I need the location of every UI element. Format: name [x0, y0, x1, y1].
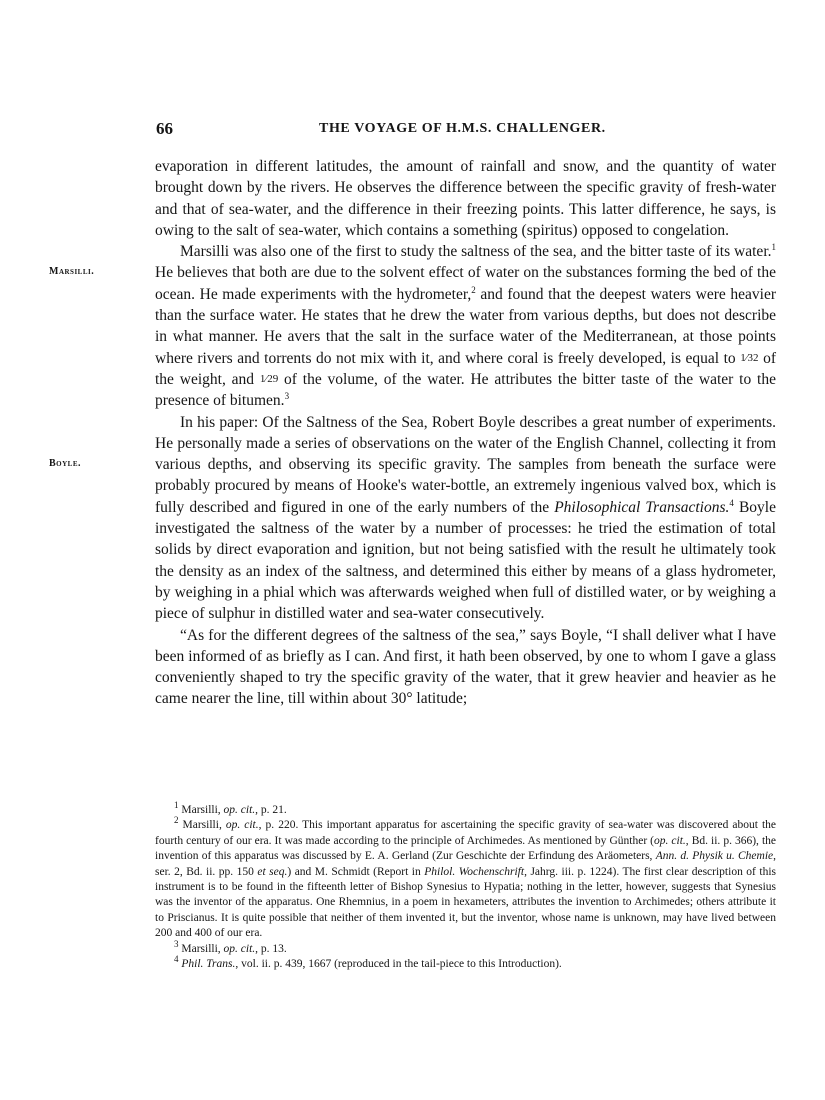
text-run: , p. 21. — [255, 804, 287, 816]
text-run: of the weight, and — [155, 349, 776, 388]
fraction: 1⁄32 — [740, 351, 759, 364]
footnote — [155, 800, 776, 818]
text-run: and found that the deepest waters were heavier than the surface water. He states that he drew the water from various depths, but does not describe in what manner. He avers that the salt in the surface water of the Mediterranean, at those points where rivers and torrents do not mix with it, and where coral is freely developed, is equal to — [155, 285, 776, 367]
footnote — [155, 938, 776, 957]
footnote-ref: 1 — [771, 242, 776, 253]
paragraph: “As for the different degrees of the saltness of the sea,” says Boyle, “I shall deliver what I have been informed of as briefly as I can. And first, it hath been observed, by one to whom I gave a glass conveniently shaped to try the specific gravity of the water, that it grew heavier and heavier as he came nearer the line, till within about 30° latitude; — [155, 626, 776, 708]
margin-note-marsilli: Marsilli. — [49, 266, 95, 277]
margin-note-boyle: Boyle. — [49, 458, 82, 469]
text-run: In his paper: Of the Saltness of the Sea, Robert Boyle describes a great number of experiments. He personally made a series of observations on the water of the English Channel, collecting it from various depths, and observing its specific gravity. The samples from beneath the surface were probably procured by means of Hooke's water-bottle, an extremely ingenious valved box, which is fully described and figured in one of the early numbers of the — [155, 413, 776, 516]
text-run: , ser. 2, Bd. ii. pp. 150 — [155, 850, 776, 878]
footnote — [155, 815, 777, 941]
footnote-mark: 2 — [174, 815, 179, 826]
page-header — [156, 119, 776, 143]
text-run: Philol. Wochenschrift — [424, 865, 525, 878]
text-run: op. cit. — [225, 819, 259, 832]
fraction: 1⁄29 — [259, 372, 279, 385]
main-text — [155, 156, 776, 710]
italic-title: Philosophical Transactions. — [554, 498, 730, 516]
page-number: 66 — [156, 119, 173, 138]
text-run: He believes that both are due to the solvent effect of water on the substances forming the bed of the ocean. He made experiments with the hydrometer, — [155, 264, 776, 303]
footnote-mark: 4 — [174, 954, 179, 965]
text-run: Marsilli was also one of the first to study the saltness of the sea, and the bitter taste of its water. — [180, 243, 772, 261]
text-run: , Bd. ii. p. 366), the invention of this apparatus was discussed by E. A. Gerland (Zur Geschichte der Erfindung des Aräometers, — [155, 834, 776, 863]
text-run: , p. 13. — [255, 942, 287, 955]
footnote-ref: 3 — [284, 391, 290, 402]
running-head: THE VOYAGE OF H.M.S. CHALLENGER. — [319, 121, 606, 136]
text-run: , Jahrg. iii. p. 1224). The first clear description of this instrument is to be found in the fifteenth letter of Bishop Synesius to Hypatia; nothing in the letter, however, suggests that Synesius was the inventor of the apparatus. One Rhemnius, in a poem in hexameters, attributes the invention to Archimedes; others attribute it to Priscianus. It is quite possible that neither of them invented it, but the inventor, whose name is unknown, may have lived between 200 and 400 of our era. — [155, 865, 776, 940]
text-run: Marsilli, — [178, 804, 224, 816]
text-run: of the volume, of the water. He attributes the bitter taste of the water to the presence of bitumen. — [155, 370, 776, 410]
text-run: Marsilli, — [178, 819, 226, 832]
footnote — [155, 954, 776, 972]
text-run: Boyle investigated the saltness of the water by a number of processes: he tried the estimation of total solids by direct evaporation and ignition, but not being satisfied with the result he ultimately took the density as an index of the saltness, and determined this either by means of a glass hydrometer, by weighing in a phial which was afterwards weighed when full of distilled water, or by weighing a piece of sulphur in distilled water and sea-water consecutively. — [155, 498, 776, 623]
text-run: Ann. d. Physik u. Chemie — [655, 850, 774, 863]
footnote-ref: 2 — [471, 284, 476, 295]
text-run: ) and M. Schmidt (Report in — [287, 865, 425, 878]
paragraph: evaporation in different latitudes, the amount of rainfall and snow, and the quantity of water brought down by the rivers. He observes the difference between the specific gravity of fresh-water and that of sea-water, and the difference in their freezing points. This latter difference, he says, is owing to the salt of sea-water, which contains a something (spiritus) opposed to congelation. — [155, 158, 776, 239]
text-run: op. cit. — [223, 942, 256, 955]
text-run: Phil. Trans. — [178, 958, 236, 971]
text-run: op. cit. — [223, 804, 256, 816]
footnote-ref: 4 — [729, 497, 734, 508]
footnotes — [155, 800, 777, 972]
footnote-mark: 1 — [174, 800, 179, 811]
paragraph — [155, 241, 776, 411]
text-run: Marsilli, — [178, 942, 224, 955]
text-run: et seq. — [257, 865, 288, 878]
text-run: , vol. ii. p. 439, 1667 (reproduced in the tail-piece to this Introduction). — [235, 958, 562, 971]
footnote-mark: 3 — [174, 938, 179, 949]
paragraph — [155, 412, 776, 625]
text-run: op. cit. — [654, 834, 686, 847]
text-run: , p. 220. This important apparatus for ascertaining the specific gravity of sea-water was discovered about the fourth century of our era. It was made according to the principle of Archimedes. As mentioned by Günther ( — [155, 819, 777, 847]
